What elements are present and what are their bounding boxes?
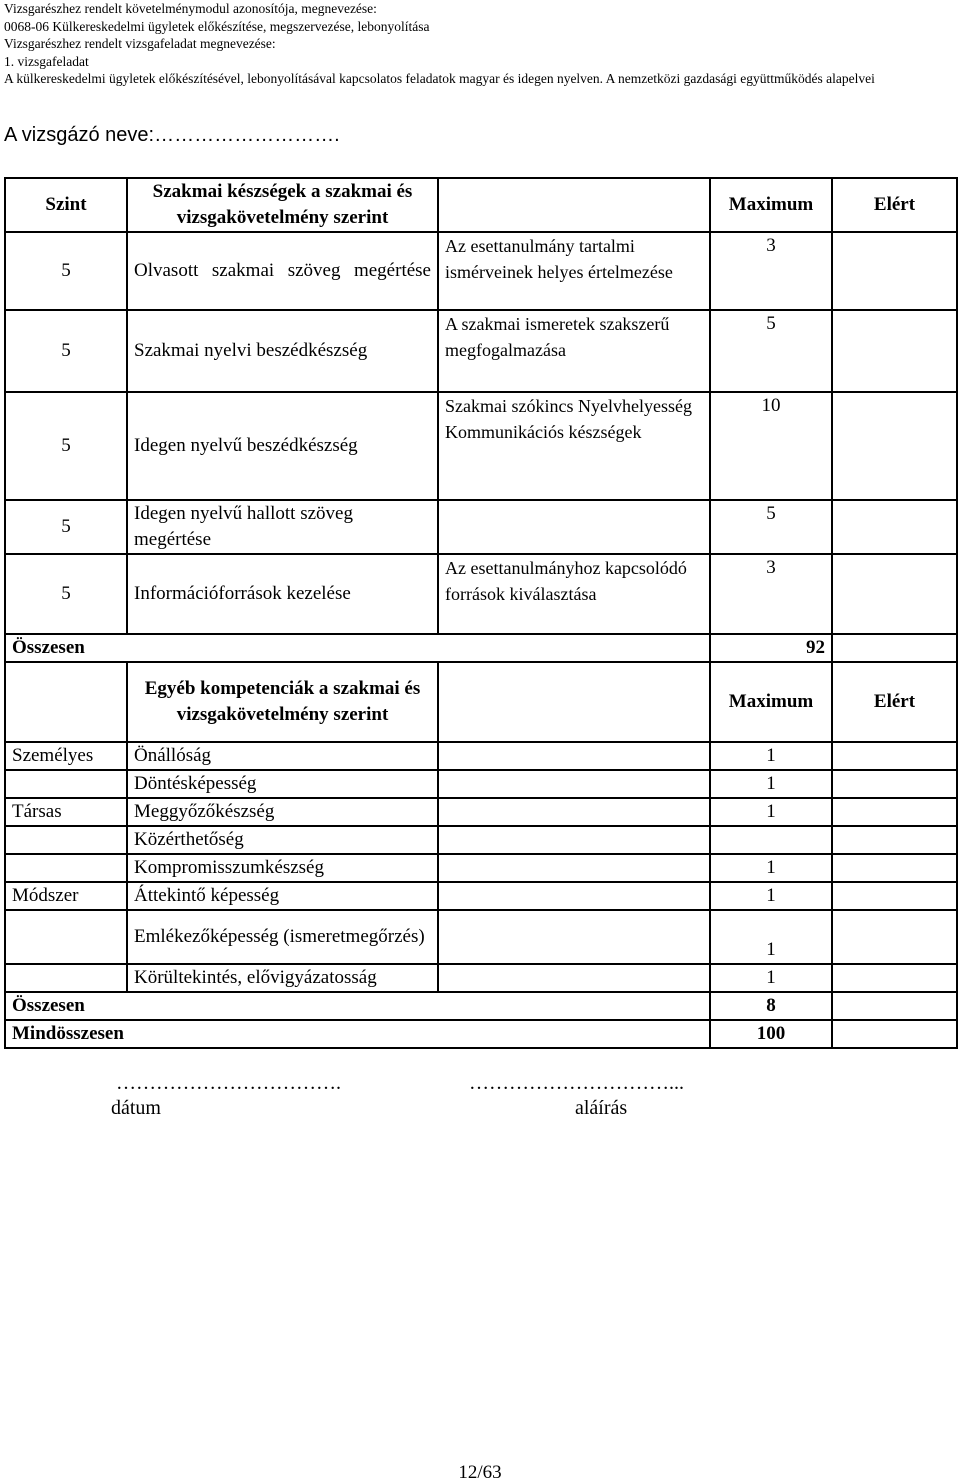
group-cell: Személyes xyxy=(5,742,127,770)
criteria-cell xyxy=(438,826,710,854)
skill-cell: Döntésképesség xyxy=(127,770,438,798)
group-cell xyxy=(5,910,127,964)
score-cell[interactable] xyxy=(832,798,957,826)
score-cell[interactable] xyxy=(832,882,957,910)
score-cell[interactable] xyxy=(832,964,957,992)
table1-row-2 xyxy=(5,310,957,392)
header-szint: Szint xyxy=(5,178,127,232)
score-cell[interactable] xyxy=(832,826,957,854)
level-cell: 5 xyxy=(5,392,127,500)
skill-cell: Meggyőzőkészség xyxy=(127,798,438,826)
max-cell: 3 xyxy=(710,554,832,634)
score-cell[interactable] xyxy=(832,742,957,770)
header-other-skills: Egyéb kompetenciák a szakmai és vizsgakövetelmény szerint xyxy=(127,662,438,742)
skill-cell: Kompromisszumkészség xyxy=(127,854,438,882)
group-cell: Módszer xyxy=(5,882,127,910)
total-value: 92 xyxy=(710,634,832,662)
level-cell: 5 xyxy=(5,310,127,392)
page-number: 12/63 xyxy=(458,1462,502,1483)
group-cell: Társas xyxy=(5,798,127,826)
total-value: 8 xyxy=(710,992,832,1020)
table2-row-1 xyxy=(5,742,957,770)
score-cell[interactable] xyxy=(832,770,957,798)
criteria-cell: Az esettanulmányhoz kapcsolódó források kiválasztása xyxy=(438,554,710,634)
score-cell[interactable] xyxy=(832,910,957,964)
skill-cell: Önállóság xyxy=(127,742,438,770)
score-cell[interactable] xyxy=(832,392,957,500)
header-line-module-title: Vizsgarészhez rendelt követelménymodul azonosítója, megnevezése: xyxy=(4,1,377,16)
total-label: Összesen xyxy=(5,634,710,662)
signature-label: aláírás xyxy=(575,1097,628,1119)
document-header xyxy=(4,0,954,88)
header-line-task-number: 1. vizsgafeladat xyxy=(4,53,89,69)
examinee-name-line: A vizsgázó neve:………………………. xyxy=(4,124,340,146)
header-line-task-title: Vizsgarészhez rendelt vizsgafeladat megnevezése: xyxy=(4,36,276,51)
table1-row-4 xyxy=(5,500,957,554)
table2-row-6 xyxy=(5,882,957,910)
criteria-cell xyxy=(438,964,710,992)
skill-cell: Idegen nyelvű beszédkészség xyxy=(127,392,438,500)
header-criteria-empty xyxy=(438,178,710,232)
table1-header-row xyxy=(5,178,957,232)
table2-row-2 xyxy=(5,770,957,798)
criteria-cell xyxy=(438,500,710,554)
table2-total-row xyxy=(5,992,957,1020)
max-cell xyxy=(710,826,832,854)
date-label: dátum xyxy=(111,1097,161,1119)
assessment-table xyxy=(4,177,958,1049)
table2-row-8 xyxy=(5,964,957,992)
group-cell xyxy=(5,964,127,992)
max-cell: 1 xyxy=(710,742,832,770)
group-cell xyxy=(5,770,127,798)
table1-row-3 xyxy=(5,392,957,500)
header-line-module-code: 0068-06 Külkereskedelmi ügyletek előkészítése, megszervezése, lebonyolítása xyxy=(4,18,430,34)
table1-total-row xyxy=(5,634,957,662)
criteria-cell xyxy=(438,742,710,770)
table1-row-1 xyxy=(5,232,957,310)
table2-header-row xyxy=(5,662,957,742)
total-label: Összesen xyxy=(5,992,710,1020)
header-elert: Elért xyxy=(832,178,957,232)
group-cell xyxy=(5,854,127,882)
score-cell[interactable] xyxy=(832,854,957,882)
header-skills: Szakmai készségek a szakmai és vizsgakövetelmény szerint xyxy=(127,178,438,232)
score-cell[interactable] xyxy=(832,500,957,554)
table2-row-7 xyxy=(5,910,957,964)
score-cell[interactable] xyxy=(832,232,957,310)
grand-total-value: 100 xyxy=(710,1020,832,1048)
criteria-cell: A szakmai ismeretek szakszerű megfogalmazása xyxy=(438,310,710,392)
header-elert: Elért xyxy=(832,662,957,742)
skill-text: Olvasott szakmai szöveg megértése xyxy=(134,260,431,281)
criteria-cell xyxy=(438,854,710,882)
max-cell: 3 xyxy=(710,232,832,310)
level-cell: 5 xyxy=(5,554,127,634)
grand-total-label: Mindösszesen xyxy=(5,1020,710,1048)
criteria-cell xyxy=(438,882,710,910)
max-cell: 1 xyxy=(710,798,832,826)
max-cell: 1 xyxy=(710,770,832,798)
total-score-cell[interactable] xyxy=(832,634,957,662)
header-max: Maximum xyxy=(710,662,832,742)
table2-row-4 xyxy=(5,826,957,854)
max-cell: 1 xyxy=(710,882,832,910)
grand-total-row xyxy=(5,1020,957,1048)
score-cell[interactable] xyxy=(832,310,957,392)
skill-cell: Közérthetőség xyxy=(127,826,438,854)
max-cell: 10 xyxy=(710,392,832,500)
criteria-cell xyxy=(438,770,710,798)
skill-cell: Áttekintő képesség xyxy=(127,882,438,910)
header-line-task-description: A külkereskedelmi ügyletek előkészítésével, lebonyolításával kapcsolatos feladatok magyar és idegen nyelven. A nemzetközi gazdasági együttműködés alapelvei xyxy=(4,71,875,86)
criteria-cell: Az esettanulmány tartalmi ismérveinek helyes értelmezése xyxy=(438,232,710,310)
level-cell: 5 xyxy=(5,232,127,310)
level-cell: 5 xyxy=(5,500,127,554)
skill-cell xyxy=(127,232,438,310)
header-max: Maximum xyxy=(710,178,832,232)
header-group-empty xyxy=(5,662,127,742)
table2-row-3 xyxy=(5,798,957,826)
group-cell xyxy=(5,826,127,854)
criteria-cell xyxy=(438,910,710,964)
criteria-cell: Szakmai szókincs Nyelvhelyesség Kommunikációs készségek xyxy=(438,392,710,500)
max-cell: 5 xyxy=(710,500,832,554)
skill-cell: Idegen nyelvű hallott szöveg megértése xyxy=(127,500,438,554)
skill-cell: Szakmai nyelvi beszédkészség xyxy=(127,310,438,392)
grand-total-score-cell[interactable] xyxy=(832,1020,957,1048)
skill-cell: Információforrások kezelése xyxy=(127,554,438,634)
max-cell: 5 xyxy=(710,310,832,392)
max-cell: 1 xyxy=(710,854,832,882)
max-cell: 1 xyxy=(710,964,832,992)
skill-cell: Körültekintés, elővigyázatosság xyxy=(127,964,438,992)
signature-dots: …………………………... xyxy=(469,1072,684,1094)
max-cell: 1 xyxy=(710,910,832,964)
score-cell[interactable] xyxy=(832,554,957,634)
criteria-cell xyxy=(438,798,710,826)
table1-row-5 xyxy=(5,554,957,634)
table2-row-5 xyxy=(5,854,957,882)
header-criteria-empty xyxy=(438,662,710,742)
date-dots: ……………………………. xyxy=(116,1072,341,1094)
total-score-cell[interactable] xyxy=(832,992,957,1020)
skill-cell: Emlékezőképesség (ismeretmegőrzés) xyxy=(127,910,438,964)
